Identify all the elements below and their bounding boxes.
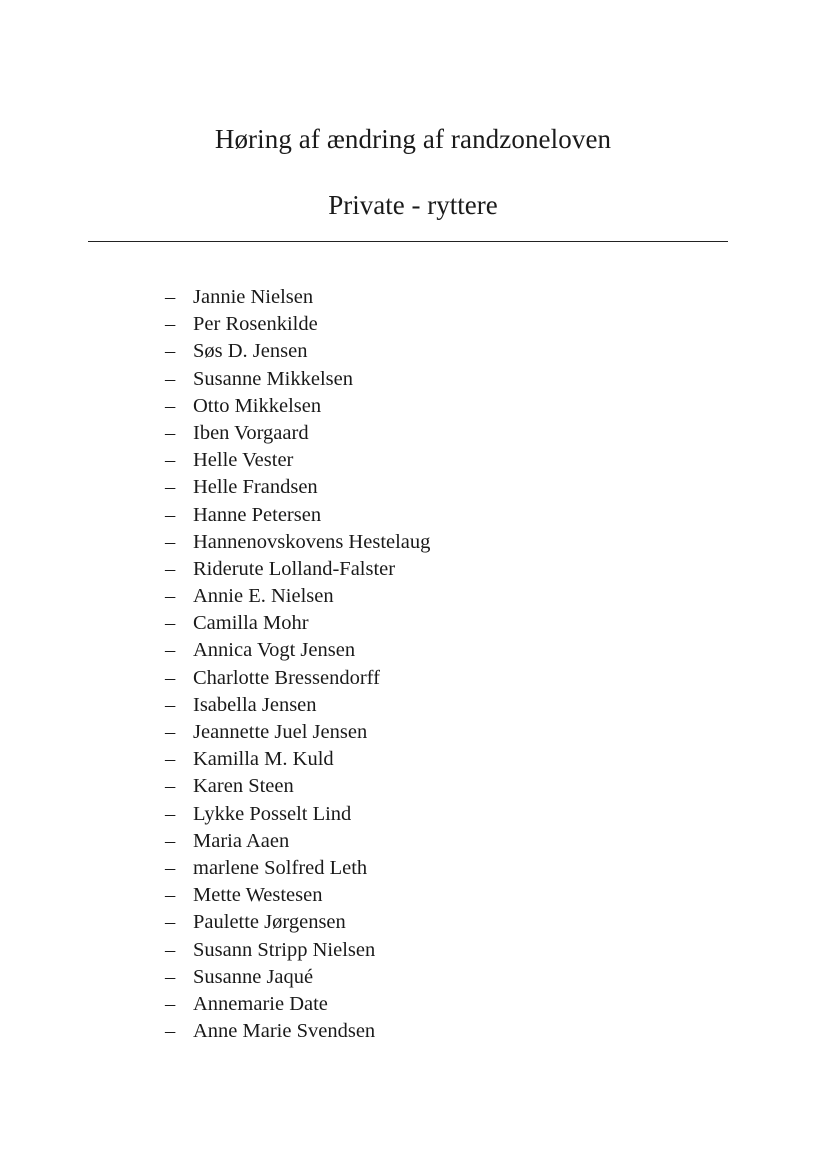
dash-bullet: – bbox=[165, 884, 176, 907]
person-name: Hanne Petersen bbox=[193, 503, 322, 526]
list-item bbox=[165, 583, 430, 610]
person-name: Karen Steen bbox=[193, 775, 294, 798]
person-name: Charlotte Bressendorff bbox=[193, 666, 380, 689]
dash-bullet: – bbox=[165, 286, 176, 308]
dash-bullet: – bbox=[165, 530, 176, 553]
person-name: Riderute Lolland-Falster bbox=[193, 557, 396, 580]
list-item bbox=[165, 502, 430, 529]
list-item bbox=[165, 964, 430, 991]
list-item bbox=[165, 529, 430, 556]
list-item bbox=[165, 447, 430, 474]
list-item bbox=[165, 692, 430, 719]
person-name: Isabella Jensen bbox=[193, 693, 317, 716]
list-item bbox=[165, 855, 430, 882]
names-list bbox=[165, 284, 430, 1045]
dash-bullet: – bbox=[165, 802, 176, 825]
list-item bbox=[165, 991, 430, 1018]
list-item bbox=[165, 393, 430, 420]
dash-bullet: – bbox=[165, 965, 176, 988]
dash-bullet: – bbox=[165, 693, 176, 716]
person-name: Lykke Posselt Lind bbox=[193, 802, 352, 825]
list-item bbox=[165, 284, 430, 311]
person-name: Per Rosenkilde bbox=[193, 313, 318, 336]
person-name: Annica Vogt Jensen bbox=[193, 639, 356, 662]
dash-bullet: – bbox=[165, 938, 176, 961]
dash-bullet: – bbox=[165, 313, 176, 336]
person-name: Søs D. Jensen bbox=[193, 340, 308, 363]
dash-bullet: – bbox=[165, 612, 176, 635]
dash-bullet: – bbox=[165, 992, 176, 1015]
person-name: Hannenovskovens Hestelaug bbox=[193, 530, 431, 553]
dash-bullet: – bbox=[165, 856, 176, 879]
person-name: Annemarie Date bbox=[193, 992, 328, 1015]
person-name: Jeannette Juel Jensen bbox=[193, 721, 368, 743]
dash-bullet: – bbox=[165, 476, 176, 499]
dash-bullet: – bbox=[165, 911, 176, 934]
person-name: Helle Frandsen bbox=[193, 476, 318, 499]
list-item bbox=[165, 366, 430, 393]
list-item bbox=[165, 882, 430, 909]
dash-bullet: – bbox=[165, 421, 176, 444]
person-name: Jannie Nielsen bbox=[193, 286, 314, 308]
document-subtitle: Private - ryttere bbox=[328, 190, 498, 220]
dash-bullet: – bbox=[165, 748, 176, 771]
list-item bbox=[165, 1018, 430, 1045]
dash-bullet: – bbox=[165, 666, 176, 689]
dash-bullet: – bbox=[165, 340, 176, 363]
dash-bullet: – bbox=[165, 829, 176, 852]
dash-bullet: – bbox=[165, 721, 176, 743]
person-name: Mette Westesen bbox=[193, 884, 323, 907]
document-title: Høring af ændring af randzoneloven bbox=[214, 124, 612, 154]
person-name: Annie E. Nielsen bbox=[193, 585, 334, 608]
list-item bbox=[165, 828, 430, 855]
person-name: Iben Vorgaard bbox=[193, 421, 309, 444]
list-item bbox=[165, 610, 430, 637]
dash-bullet: – bbox=[165, 449, 176, 472]
list-item bbox=[165, 556, 430, 583]
person-name: marlene Solfred Leth bbox=[193, 856, 368, 879]
dash-bullet: – bbox=[165, 367, 176, 390]
list-item bbox=[165, 719, 430, 746]
person-name: Paulette Jørgensen bbox=[193, 911, 346, 934]
list-item bbox=[165, 338, 430, 365]
person-name: Kamilla M. Kuld bbox=[193, 748, 334, 771]
person-name: Susanne Jaqué bbox=[193, 965, 314, 988]
list-item bbox=[165, 909, 430, 936]
person-name: Maria Aaen bbox=[193, 829, 290, 852]
list-item bbox=[165, 637, 430, 664]
dash-bullet: – bbox=[165, 394, 176, 417]
person-name: Helle Vester bbox=[193, 449, 294, 472]
list-item bbox=[165, 311, 430, 338]
dash-bullet: – bbox=[165, 557, 176, 580]
list-item bbox=[165, 665, 430, 692]
dash-bullet: – bbox=[165, 1020, 176, 1043]
person-name: Otto Mikkelsen bbox=[193, 394, 322, 417]
horizontal-divider bbox=[88, 241, 728, 242]
list-item bbox=[165, 474, 430, 501]
dash-bullet: – bbox=[165, 585, 176, 608]
dash-bullet: – bbox=[165, 503, 176, 526]
person-name: Anne Marie Svendsen bbox=[193, 1020, 376, 1043]
list-item bbox=[165, 773, 430, 800]
list-item bbox=[165, 420, 430, 447]
dash-bullet: – bbox=[165, 639, 176, 662]
person-name: Susann Stripp Nielsen bbox=[193, 938, 376, 961]
person-name: Susanne Mikkelsen bbox=[193, 367, 353, 390]
dash-bullet: – bbox=[165, 775, 176, 798]
list-item bbox=[165, 746, 430, 773]
person-name: Camilla Mohr bbox=[193, 612, 309, 635]
list-item bbox=[165, 801, 430, 828]
list-item bbox=[165, 937, 430, 964]
